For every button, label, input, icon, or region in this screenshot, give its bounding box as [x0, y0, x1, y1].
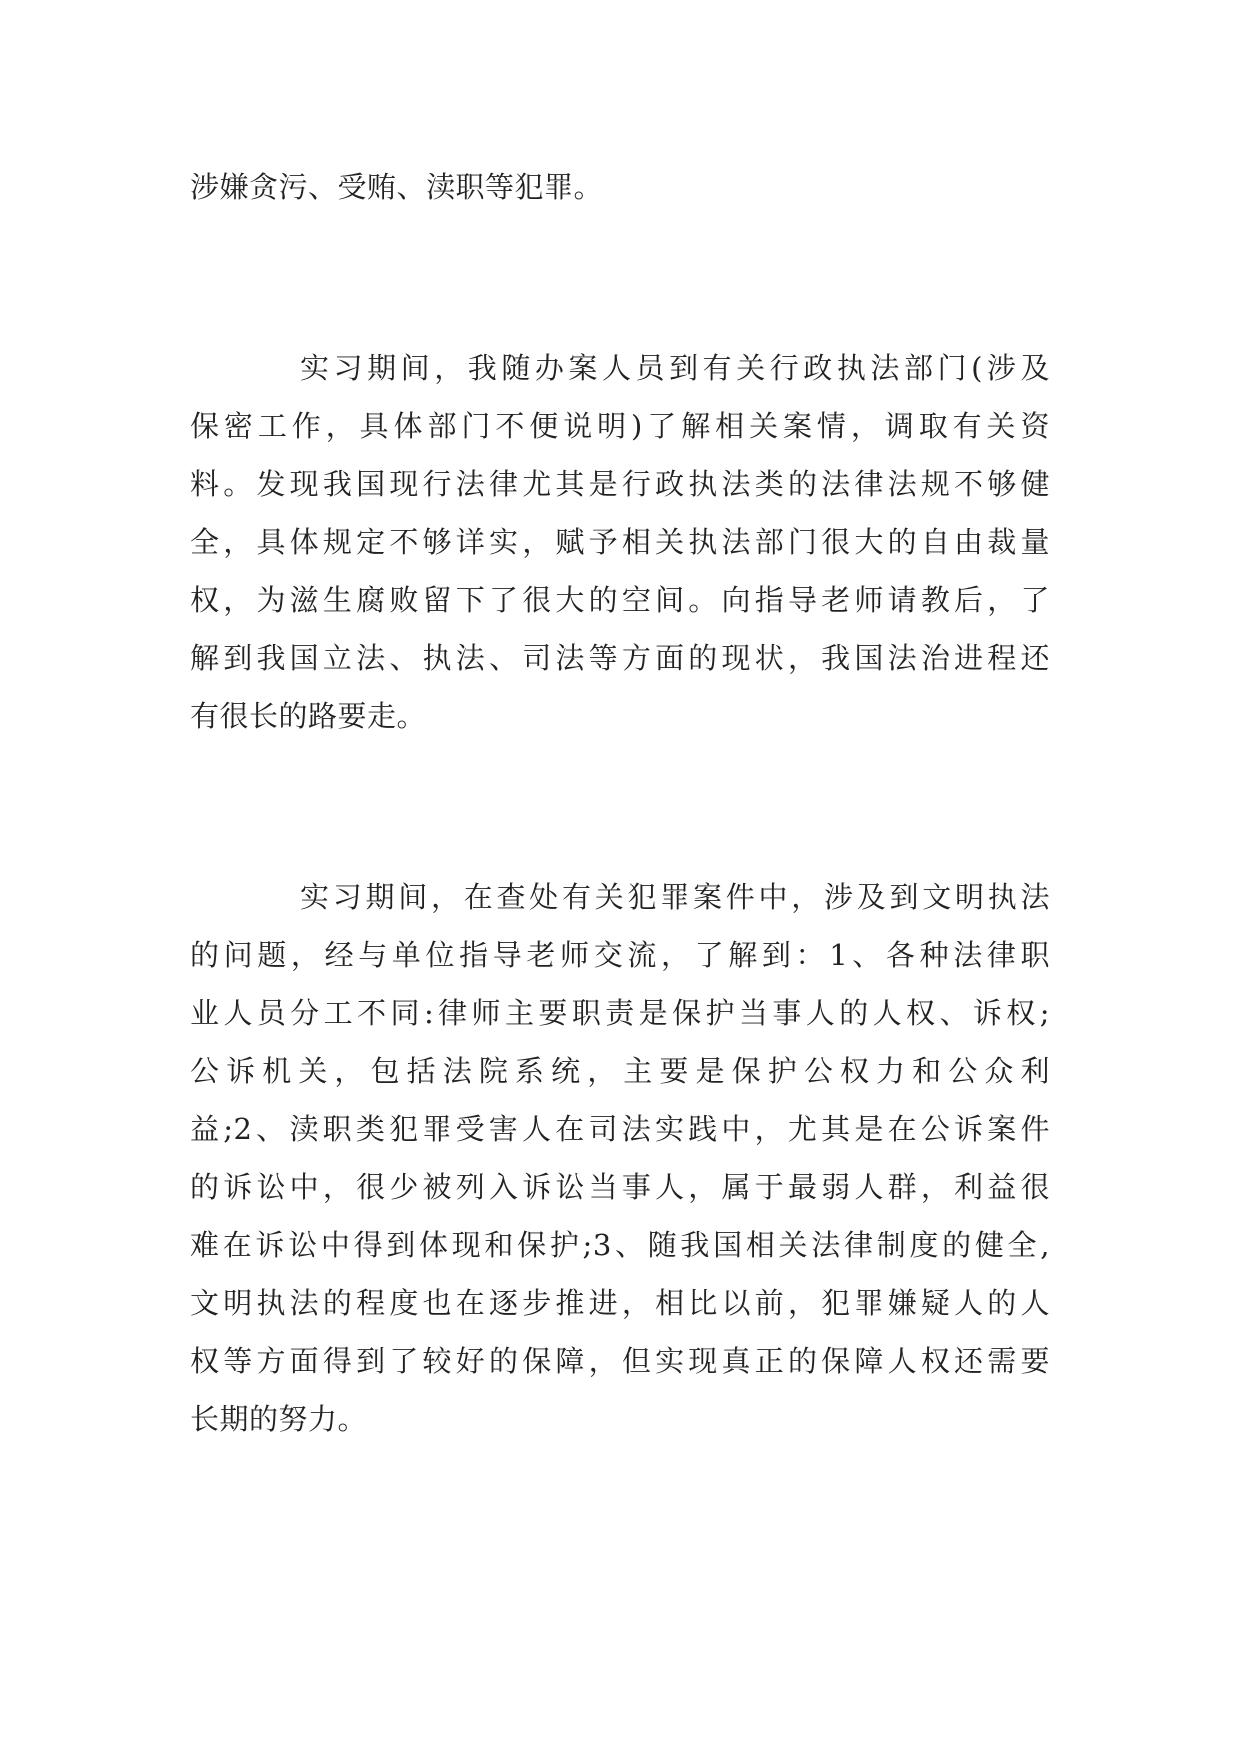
paragraph-2-line-6: 解到我国立法、执法、司法等方面的现状，我国法治进程还: [190, 641, 1050, 675]
paragraph-2-line-7: 有很长的路要走。: [190, 699, 427, 733]
paragraph-2-line-1: 实习期间，我随办案人员到有关行政执法部门(涉及: [300, 351, 1050, 385]
paragraph-3-line-6: 的诉讼中，很少被列入诉讼当事人，属于最弱人群，利益很: [190, 1170, 1050, 1204]
paragraph-3-line-1: 实习期间，在查处有关犯罪案件中，涉及到文明执法: [300, 880, 1050, 914]
paragraph-3-line-9: 权等方面得到了较好的保障，但实现真正的保障人权还需要: [190, 1344, 1050, 1378]
paragraph-2-line-4: 全，具体规定不够详实，赋予相关执法部门很大的自由裁量: [190, 525, 1050, 559]
paragraph-3-line-2: 的问题，经与单位指导老师交流，了解到：1、各种法律职: [190, 938, 1050, 972]
paragraph-3-line-3: 业人员分工不同:律师主要职责是保护当事人的人权、诉权;: [190, 996, 1050, 1030]
paragraph-3-line-4: 公诉机关，包括法院系统，主要是保护公权力和公众利: [190, 1054, 1050, 1088]
paragraph-3-line-7: 难在诉讼中得到体现和保护;3、随我国相关法律制度的健全,: [190, 1228, 1050, 1262]
paragraph-1-line-1: 涉嫌贪污、受贿、渎职等犯罪。: [190, 170, 604, 204]
paragraph-2-line-2: 保密工作，具体部门不便说明)了解相关案情，调取有关资: [190, 409, 1050, 443]
paragraph-2-line-3: 料。发现我国现行法律尤其是行政执法类的法律法规不够健: [190, 467, 1050, 501]
paragraph-3-line-8: 文明执法的程度也在逐步推进，相比以前，犯罪嫌疑人的人: [190, 1286, 1050, 1320]
paragraph-2-line-5: 权，为滋生腐败留下了很大的空间。向指导老师请教后，了: [190, 583, 1050, 617]
paragraph-3-line-5: 益;2、渎职类犯罪受害人在司法实践中，尤其是在公诉案件: [190, 1112, 1050, 1146]
paragraph-3-line-10: 长期的努力。: [190, 1402, 368, 1436]
